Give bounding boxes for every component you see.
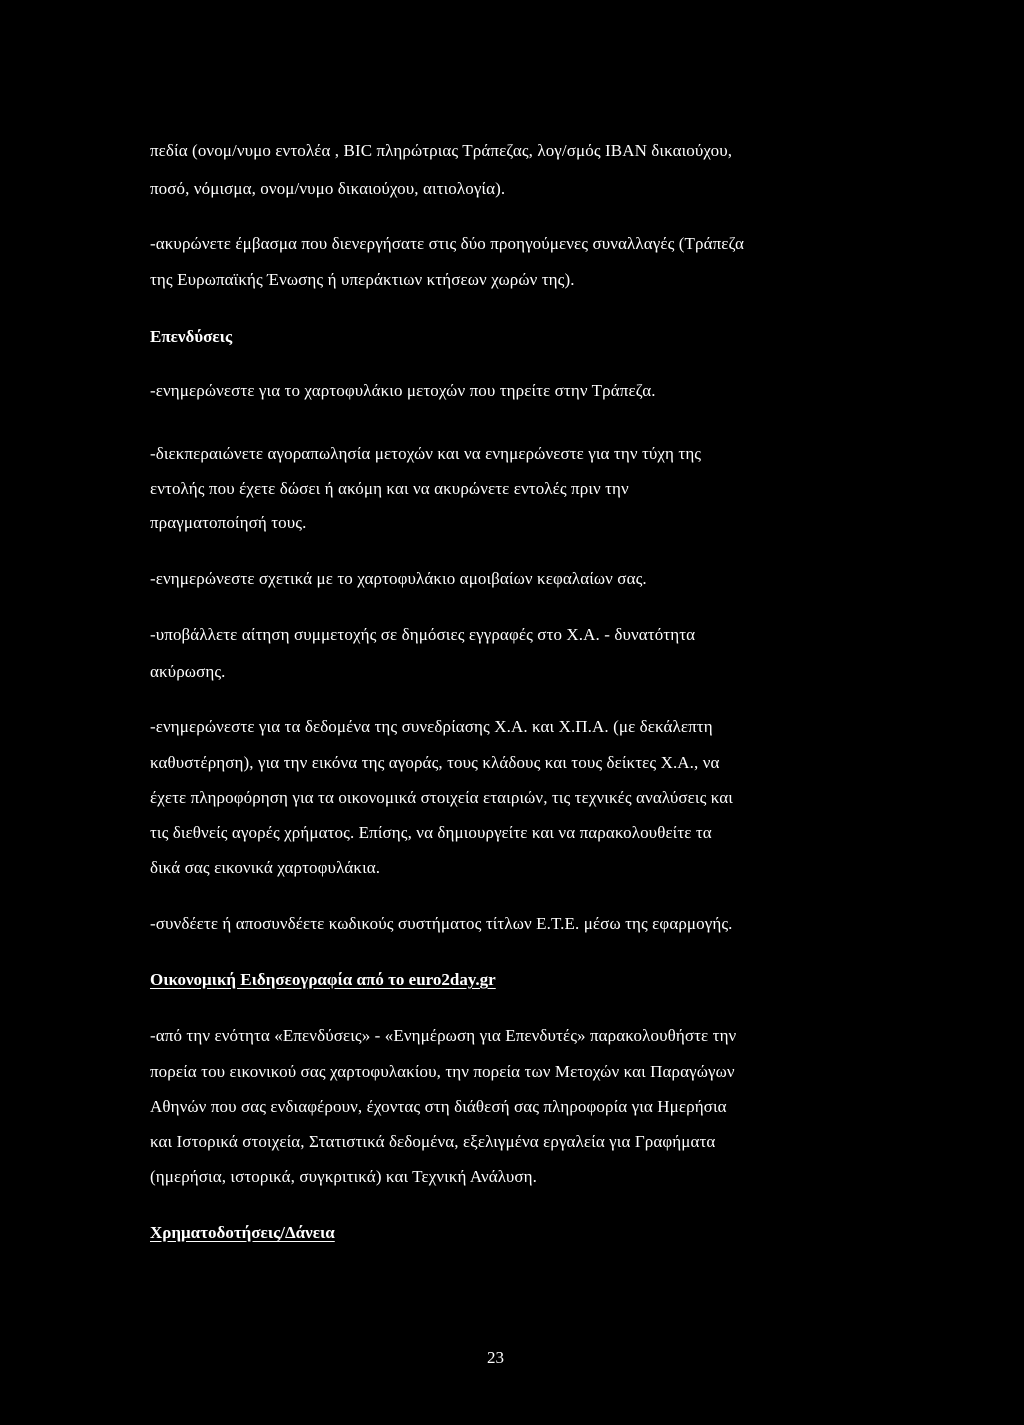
paragraph-line: και Ιστορικά στοιχεία, Στατιστικά δεδομένα, εξελιγμένα εργαλεία για Γραφήματα <box>150 1132 716 1151</box>
paragraph-line: πεδία (ονομ/νυμο εντολέα , BIC πληρώτριας Τράπεζας, λογ/σμός IBAN δικαιούχου, <box>150 141 733 160</box>
paragraph-line: -ακυρώνετε έμβασμα που διενεργήσατε στις δύο προηγούμενες συναλλαγές (Τράπεζα <box>150 234 745 253</box>
paragraph-line: ποσό, νόμισμα, ονομ/νυμο δικαιούχου, αιτιολογία). <box>150 179 506 198</box>
paragraph-line: καθυστέρηση), για την εικόνα της αγοράς, τους κλάδους και τους δείκτες Χ.Α., να <box>150 753 720 772</box>
paragraph-line: τις διεθνείς αγορές χρήματος. Επίσης, να δημιουργείτε και να παρακολουθείτε τα <box>150 823 712 842</box>
paragraph-line: της Ευρωπαϊκής Ένωσης ή υπεράκτιων κτήσεων χωρών της). <box>150 270 575 289</box>
document-page <box>150 0 850 1425</box>
paragraph-line: ακύρωσης. <box>150 662 226 681</box>
paragraph-line: πορεία του εικονικού σας χαρτοφυλακίου, την πορεία των Μετοχών και Παραγώγων <box>150 1062 735 1081</box>
paragraph-line: εντολής που έχετε δώσει ή ακόμη και να ακυρώνετε εντολές πριν την <box>150 479 629 498</box>
paragraph-line: Αθηνών που σας ενδιαφέρουν, έχοντας στη διάθεσή σας πληροφορία για Ημερήσια <box>150 1097 727 1116</box>
paragraph-line: πραγματοποίησή τους. <box>150 513 307 532</box>
paragraph-line: (ημερήσια, ιστορικά, συγκριτικά) και Τεχνική Ανάλυση. <box>150 1167 537 1186</box>
section-heading-news: Οικονομική Ειδησεογραφία από το euro2day.gr <box>150 970 496 989</box>
paragraph-line: -ενημερώνεστε για το χαρτοφυλάκιο μετοχών που τηρείτε στην Τράπεζα. <box>150 381 656 400</box>
section-heading-loans: Χρηματοδοτήσεις/Δάνεια <box>150 1223 335 1242</box>
paragraph-line: έχετε πληροφόρηση για τα οικονομικά στοιχεία εταιριών, τις τεχνικές αναλύσεις και <box>150 788 733 807</box>
paragraph-line: -από την ενότητα «Επενδύσεις» - «Ενημέρωση για Επενδυτές» παρακολουθήστε την <box>150 1026 737 1045</box>
paragraph-line: -ενημερώνεστε για τα δεδομένα της συνεδρίασης Χ.Α. και Χ.Π.Α. (με δεκάλεπτη <box>150 717 713 736</box>
paragraph-line: -διεκπεραιώνετε αγοραπωλησία μετοχών και να ενημερώνεστε για την τύχη της <box>150 444 702 463</box>
paragraph-line: δικά σας εικονικά χαρτοφυλάκια. <box>150 858 381 877</box>
page-number: 23 <box>487 1348 504 1367</box>
paragraph-line: -συνδέετε ή αποσυνδέετε κωδικούς συστήματος τίτλων Ε.Τ.Ε. μέσω της εφαρμογής. <box>150 914 733 933</box>
paragraph-line: -υποβάλλετε αίτηση συμμετοχής σε δημόσιες εγγραφές στο Χ.Α. - δυνατότητα <box>150 625 696 644</box>
section-heading-investments: Επενδύσεις <box>150 327 233 346</box>
paragraph-line: -ενημερώνεστε σχετικά με το χαρτοφυλάκιο αμοιβαίων κεφαλαίων σας. <box>150 569 647 588</box>
